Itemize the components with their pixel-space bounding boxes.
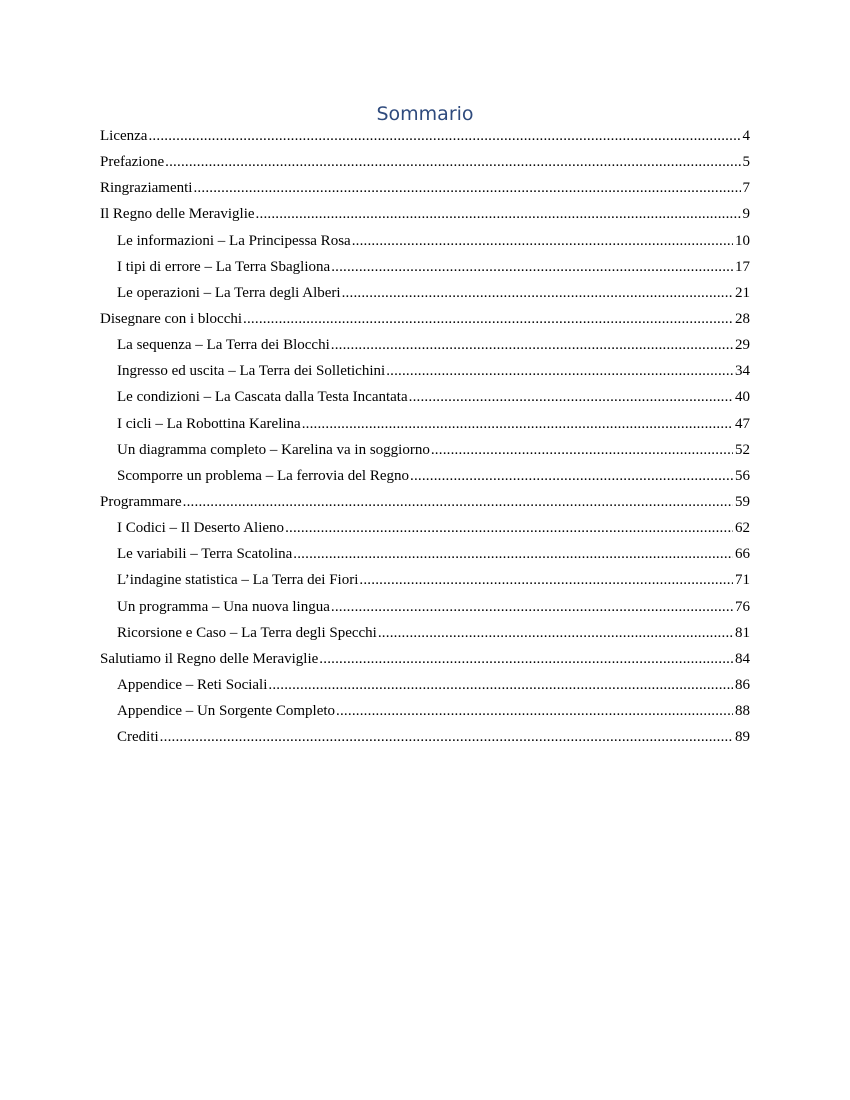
toc-entry-page-number[interactable]: 5 bbox=[742, 154, 750, 171]
toc-entry-page-number[interactable]: 56 bbox=[735, 467, 750, 484]
toc-dot-leader bbox=[285, 520, 733, 537]
toc-entry-page-number[interactable]: 10 bbox=[735, 232, 750, 249]
toc-entry-label[interactable]: Prefazione bbox=[100, 154, 165, 171]
toc-dot-leader bbox=[331, 259, 733, 276]
toc-entry[interactable] bbox=[100, 416, 750, 442]
toc-dot-leader bbox=[302, 416, 733, 433]
toc-entry-page-number[interactable]: 71 bbox=[735, 572, 750, 589]
toc-entry-page-number[interactable]: 88 bbox=[735, 703, 750, 720]
toc-entry[interactable] bbox=[100, 572, 750, 598]
toc-dot-leader bbox=[386, 363, 733, 380]
toc-entry[interactable] bbox=[100, 363, 750, 389]
toc-entry-page-number[interactable]: 47 bbox=[735, 415, 750, 432]
toc-entry-label[interactable]: I Codici – Il Deserto Alieno bbox=[117, 520, 285, 537]
toc-entry[interactable] bbox=[100, 311, 750, 337]
toc-entry-label[interactable]: Scomporre un problema – La ferrovia del Regno bbox=[117, 467, 409, 484]
toc-title: Sommario bbox=[376, 103, 474, 125]
toc-entry-page-number[interactable]: 84 bbox=[735, 650, 750, 667]
toc-entry-label[interactable]: Disegnare con i blocchi bbox=[100, 310, 243, 327]
toc-entry[interactable] bbox=[100, 494, 750, 520]
toc-entry[interactable] bbox=[100, 729, 750, 755]
toc-dot-leader bbox=[331, 337, 733, 354]
toc-entry[interactable] bbox=[100, 259, 750, 285]
toc-dot-leader bbox=[431, 442, 733, 459]
toc-entry-label[interactable]: Licenza bbox=[100, 128, 148, 144]
toc-entry-label[interactable]: Appendice – Un Sorgente Completo bbox=[117, 703, 336, 720]
toc-dot-leader bbox=[319, 651, 733, 668]
toc-entry-page-number[interactable]: 62 bbox=[735, 520, 750, 537]
toc-entry-label[interactable]: Il Regno delle Meraviglie bbox=[100, 206, 255, 223]
toc-entry[interactable] bbox=[100, 285, 750, 311]
toc-entry-page-number[interactable]: 66 bbox=[735, 546, 750, 563]
toc-entry[interactable] bbox=[100, 546, 750, 572]
toc-entry[interactable] bbox=[100, 154, 750, 180]
toc-dot-leader bbox=[183, 494, 733, 511]
toc-entry[interactable] bbox=[100, 651, 750, 677]
toc-entry-label[interactable]: Le operazioni – La Terra degli Alberi bbox=[117, 284, 341, 301]
toc-entry-page-number[interactable]: 76 bbox=[735, 598, 750, 615]
toc-entry-page-number[interactable]: 28 bbox=[735, 310, 750, 327]
toc-dot-leader bbox=[243, 311, 733, 328]
toc-dot-leader bbox=[256, 206, 741, 223]
toc-entry-label[interactable]: Appendice – Reti Sociali bbox=[117, 676, 268, 693]
toc-dot-leader bbox=[148, 128, 740, 145]
toc-dot-leader bbox=[331, 599, 733, 616]
toc-entry[interactable] bbox=[100, 128, 750, 154]
toc-entry-label[interactable]: Ricorsione e Caso – La Terra degli Specchi bbox=[117, 624, 377, 641]
toc-entry-page-number[interactable]: 29 bbox=[735, 337, 750, 354]
toc-entry[interactable] bbox=[100, 520, 750, 546]
toc-dot-leader bbox=[410, 468, 733, 485]
toc-dot-leader bbox=[359, 572, 733, 589]
toc-dot-leader bbox=[336, 703, 733, 720]
toc-entry[interactable] bbox=[100, 599, 750, 625]
toc-entry-label[interactable]: Le informazioni – La Principessa Rosa bbox=[117, 232, 351, 249]
toc-entry[interactable] bbox=[100, 389, 750, 415]
toc-entry-label[interactable]: Le condizioni – La Cascata dalla Testa Incantata bbox=[117, 389, 408, 406]
toc-entry[interactable] bbox=[100, 206, 750, 232]
toc-entry-page-number[interactable]: 86 bbox=[735, 676, 750, 693]
toc-dot-leader bbox=[409, 389, 733, 406]
toc-entry-label[interactable]: I tipi di errore – La Terra Sbagliona bbox=[117, 258, 331, 275]
toc-entry-label[interactable]: Ringraziamenti bbox=[100, 180, 193, 197]
document-page bbox=[100, 100, 750, 755]
toc-entry-page-number[interactable]: 34 bbox=[735, 363, 750, 380]
toc-dot-leader bbox=[193, 180, 740, 197]
toc-entry-label[interactable]: Ingresso ed uscita – La Terra dei Solletichini bbox=[117, 363, 386, 380]
toc-entry[interactable] bbox=[100, 442, 750, 468]
toc-entry-label[interactable]: Crediti bbox=[117, 729, 159, 746]
toc-dot-leader bbox=[293, 546, 733, 563]
toc-entry-page-number[interactable]: 4 bbox=[742, 128, 750, 144]
toc-dot-leader bbox=[165, 154, 740, 171]
toc-entry-page-number[interactable]: 52 bbox=[735, 441, 750, 458]
toc-entry-page-number[interactable]: 7 bbox=[742, 180, 750, 197]
toc-entry[interactable] bbox=[100, 703, 750, 729]
toc-entry[interactable] bbox=[100, 233, 750, 259]
toc-entry[interactable] bbox=[100, 625, 750, 651]
toc-entry-label[interactable]: L’indagine statistica – La Terra dei Fiori bbox=[117, 572, 359, 589]
toc-dot-leader bbox=[352, 233, 733, 250]
toc-entry[interactable] bbox=[100, 337, 750, 363]
toc-entry[interactable] bbox=[100, 677, 750, 703]
toc-entry-page-number[interactable]: 59 bbox=[735, 493, 750, 510]
toc-entry-label[interactable]: Un diagramma completo – Karelina va in soggiorno bbox=[117, 441, 430, 458]
toc-entry-label[interactable]: Programmare bbox=[100, 493, 182, 510]
toc-entry[interactable] bbox=[100, 180, 750, 206]
toc-entry-label[interactable]: I cicli – La Robottina Karelina bbox=[117, 415, 301, 432]
toc-dot-leader bbox=[342, 285, 733, 302]
toc-entry-page-number[interactable]: 21 bbox=[735, 284, 750, 301]
toc-entry-page-number[interactable]: 89 bbox=[735, 729, 750, 746]
toc-entry-page-number[interactable]: 9 bbox=[742, 206, 750, 223]
toc-entry-page-number[interactable]: 81 bbox=[735, 624, 750, 641]
toc-entry-label[interactable]: Le variabili – Terra Scatolina bbox=[117, 546, 293, 563]
toc-dot-leader bbox=[160, 729, 733, 746]
toc-entry-page-number[interactable]: 17 bbox=[735, 258, 750, 275]
toc-entry-label[interactable]: Salutiamo il Regno delle Meraviglie bbox=[100, 650, 319, 667]
toc-dot-leader bbox=[378, 625, 733, 642]
toc-entry-page-number[interactable]: 40 bbox=[735, 389, 750, 406]
toc-entry[interactable] bbox=[100, 468, 750, 494]
toc-entry-label[interactable]: Un programma – Una nuova lingua bbox=[117, 598, 330, 615]
toc-entry-label[interactable]: La sequenza – La Terra dei Blocchi bbox=[117, 337, 330, 354]
toc-list bbox=[100, 128, 750, 755]
toc-dot-leader bbox=[268, 677, 733, 694]
